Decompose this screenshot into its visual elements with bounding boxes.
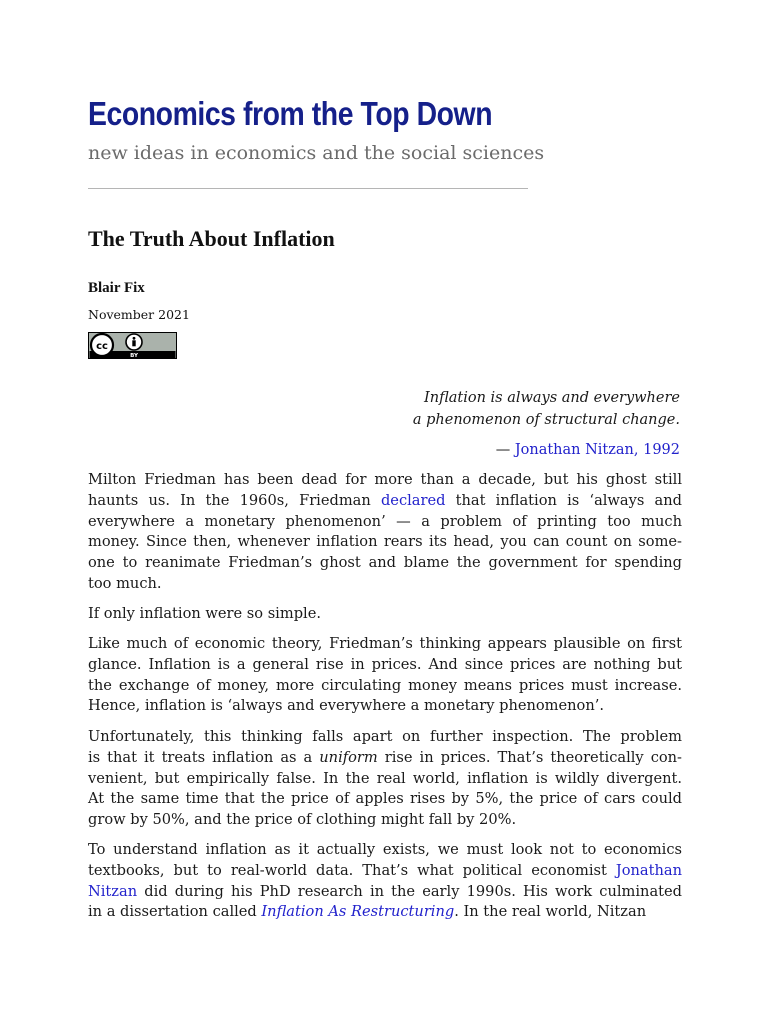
attribution-link[interactable]: Jonathan Nitzan, 1992 xyxy=(514,442,680,458)
site-subtitle: new ideas in economics and the social sciences xyxy=(88,142,545,164)
attribution-dash: — xyxy=(495,442,515,458)
paragraph-3 xyxy=(88,634,682,717)
text-line: too much. xyxy=(88,574,162,592)
text-line: haunts us. In the 1960s, Friedman declared that inflation is ‘always and xyxy=(88,491,682,509)
jonathan-link[interactable]: Jonathan xyxy=(615,861,682,879)
text-line: venient, but empirically false. In the real world, inflation is wildly divergent. xyxy=(88,769,682,787)
text-line: glance. Inflation is a general rise in prices. And since prices are nothing but xyxy=(88,655,682,673)
text-line: If only inflation were so simple. xyxy=(88,605,321,622)
svg-text:cc: cc xyxy=(96,341,108,352)
text-line: Nitzan did during his PhD research in the early 1990s. His work culminated xyxy=(88,882,682,900)
cc-by-license-icon[interactable] xyxy=(88,332,177,359)
paragraph-5 xyxy=(88,840,682,923)
paragraph-2 xyxy=(88,604,682,625)
text-line: in a dissertation called Inflation As Restructuring. In the real world, Nitzan xyxy=(88,903,647,921)
text-line: everywhere a monetary phenomenon’ — a problem of printing too much xyxy=(88,512,682,530)
emphasis: uniform xyxy=(319,748,378,766)
text-line: To understand inflation as it actually exists, we must look not to economics xyxy=(88,841,682,858)
license-label: BY xyxy=(130,353,138,359)
epigraph-attribution xyxy=(496,440,680,461)
text-line: one to reanimate Friedman’s ghost and blame the government for spending xyxy=(88,554,682,572)
dissertation-link[interactable]: Inflation As Restructuring xyxy=(261,903,455,921)
paragraph-1 xyxy=(88,470,682,595)
text-line: Unfortunately, this thinking falls apart on further inspection. The problem xyxy=(88,728,682,745)
text-line: is that it treats inflation as a uniform rise in prices. That’s theoretically con- xyxy=(88,748,682,766)
epigraph-quote xyxy=(413,388,680,431)
article-date: November 2021 xyxy=(88,307,190,322)
paragraph-4 xyxy=(88,727,682,831)
site-title: Economics from the Top Down xyxy=(88,95,493,132)
article-title: The Truth About Inflation xyxy=(88,226,335,251)
text-line: textbooks, but to real-world data. That’s what political economist Jonathan xyxy=(88,861,682,879)
text-line: Hence, inflation is ‘always and everywhere a monetary phenomenon’. xyxy=(88,697,604,715)
text-line: Milton Friedman has been dead for more than a decade, but his ghost still xyxy=(88,471,682,488)
text-line: Like much of economic theory, Friedman’s thinking appears plausible on first xyxy=(88,635,682,652)
text-line: grow by 50%, and the price of clothing might fall by 20%. xyxy=(88,811,517,829)
nitzan-link[interactable]: Nitzan xyxy=(88,882,138,900)
text-line: the exchange of money, more circulating money means prices must increase. xyxy=(88,676,682,694)
header-divider xyxy=(88,188,528,189)
article-author: Blair Fix xyxy=(88,280,145,296)
text-line: At the same time that the price of apples rises by 5%, the price of cars could xyxy=(88,790,682,808)
epigraph-line: a phenomenon of structural change. xyxy=(412,411,680,428)
epigraph-line: Inflation is always and everywhere xyxy=(424,390,680,406)
text-line: money. Since then, whenever inflation rears its head, you can count on some- xyxy=(88,533,682,551)
declared-link[interactable]: declared xyxy=(380,491,446,509)
